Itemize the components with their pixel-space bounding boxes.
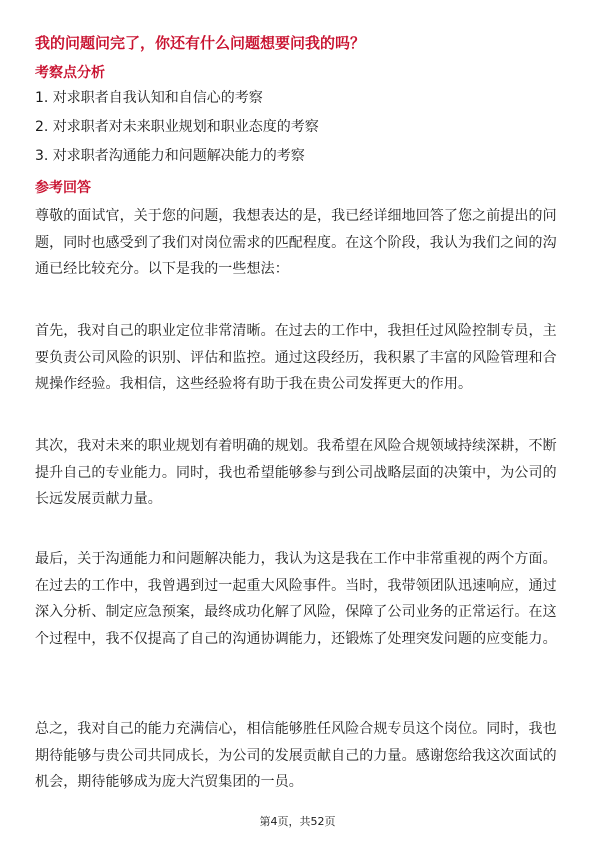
analysis-point-1: 1. 对求职者自我认知和自信心的考察 [35,90,263,106]
analysis-point-2: 2. 对求职者对未来职业规划和职业态度的考察 [35,119,319,135]
answer-paragraph-conclusion: 总之，我对自己的能力充满信心，相信能够胜任风险合规专员这个岗位。同时，我也期待能够与贵公司共同成长，为公司的发展贡献自己的力量。感谢您给我这次面试的机会，期待能够成为庞大汽贸集团的一员。 [35,721,557,790]
answer-paragraph-second: 其次，我对未来的职业规划有着明确的规划。我希望在风险合规领域持续深耕，不断提升自己的专业能力。同时，我也希望能够参与到公司战略层面的决策中，为公司的长远发展贡献力量。 [35,438,557,507]
answer-paragraph-first: 首先，我对自己的职业定位非常清晰。在过去的工作中，我担任过风险控制专员，主要负责公司风险的识别、评估和监控。通过这段经历，我积累了丰富的风险管理和合规操作经验。我相信，这些经验将有助于我在贵公司发挥更大的作用。 [35,323,557,392]
page-number: 第4页，共52页 [259,815,336,828]
question-title: 我的问题问完了，你还有什么问题想要问我的吗？ [35,34,366,52]
answer-paragraph-intro: 尊敬的面试官，关于您的问题，我想表达的是，我已经详细地回答了您之前提出的问题，同时也感受到了我们对岗位需求的匹配程度。在这个阶段，我认为我们之间的沟通已经比较充分。以下是我的一些想法： [35,208,557,277]
analysis-heading: 考察点分析 [35,65,105,81]
answer-heading: 参考回答 [35,180,91,196]
answer-paragraph-third: 最后，关于沟通能力和问题解决能力，我认为这是我在工作中非常重视的两个方面。在过去的工作中，我曾遇到过一起重大风险事件。当时，我带领团队迅速响应，通过深入分析、制定应急预案，最终成功化解了风险，保障了公司业务的正常运行。在这个过程中，我不仅提高了自己的沟通协调能力，还锻炼了处理突发问题的应变能力。 [35,551,557,647]
analysis-point-3: 3. 对求职者沟通能力和问题解决能力的考察 [35,148,305,164]
